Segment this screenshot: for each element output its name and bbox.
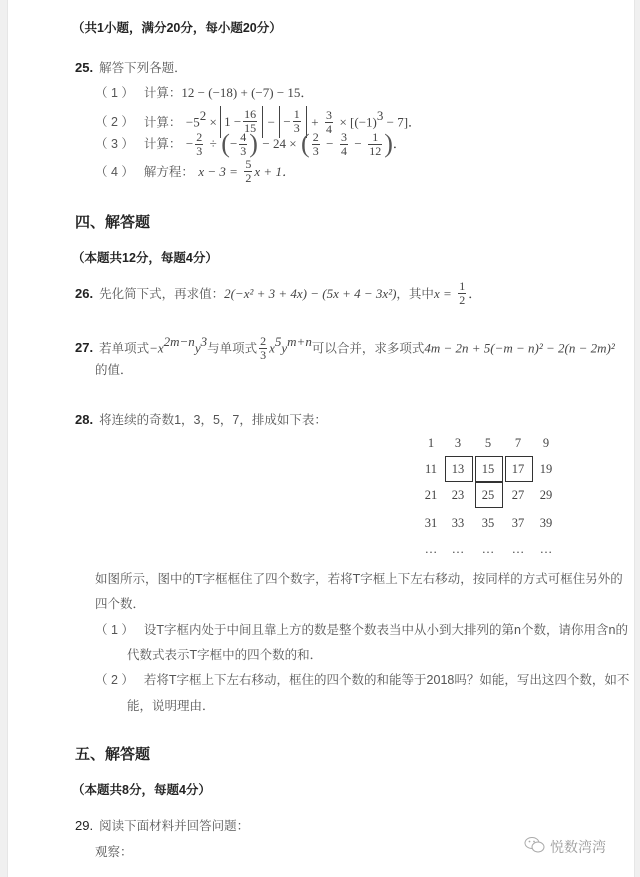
left-page-edge (0, 0, 8, 877)
table-cell: 19 (539, 462, 553, 476)
table-cell: 1 (427, 436, 435, 450)
table-cell: 11 (424, 462, 438, 476)
part-label: （ 2 ） (95, 115, 134, 130)
table-cell: 7 (514, 436, 522, 450)
part-text: 若将T字框上下左右移动，框住的四个数的和能等于2018吗？如能，写出这四个数，如不 (143, 673, 630, 687)
question-prompt: 解答下列各题． (99, 61, 187, 75)
math-operator: + (311, 114, 319, 130)
part-label: （ 1 ） (95, 623, 134, 637)
denominator: 3 (260, 347, 267, 362)
table-cell: 13 (451, 462, 465, 476)
fraction (312, 131, 320, 158)
q29-observe: 观察： (95, 845, 133, 859)
numerator: 1 (368, 131, 382, 145)
q28-sub2 (95, 670, 629, 689)
q27-line2: 的值． (95, 363, 133, 377)
t-frame-box (475, 456, 503, 482)
math-exponent: 3 (200, 334, 208, 349)
question-29 (75, 816, 249, 835)
table-cell: 21 (424, 488, 438, 502)
math-term: 1 − (224, 114, 242, 130)
watermark (524, 836, 606, 857)
denominator: 2 (245, 171, 252, 186)
part-label: （ 4 ） (95, 165, 134, 179)
table-cell: 39 (539, 516, 553, 530)
part-kind: 计算： (143, 86, 182, 100)
math-exponent: m+n (287, 334, 312, 349)
denominator: 2 (459, 293, 466, 308)
table-cell: … (424, 542, 438, 556)
math-term: − 7]． (383, 114, 422, 130)
numerator: 3 (326, 107, 332, 122)
math-term: x + 1． (254, 164, 295, 179)
math-term: × [(−1) (339, 114, 377, 130)
table-cell: … (451, 542, 465, 556)
watermark-text: 悦数湾湾 (550, 838, 606, 855)
part-kind: 计算： (143, 137, 182, 152)
math-term: − (283, 114, 291, 130)
section3-note: （共1小题，满分20分，每小题20分） (72, 21, 282, 35)
part-text: 设T字框内处于中间且靠上方的数是整个数表当中从小到大排列的第n个数，请你用含n的 (143, 623, 628, 637)
table-cell: … (539, 542, 553, 556)
t-frame-box (475, 482, 503, 508)
denominator: 12 (369, 143, 382, 158)
math-term: − 24 × (262, 136, 297, 152)
question-25 (75, 58, 187, 77)
math-term: −x (149, 340, 164, 356)
q25-part-3: （ 3 ） 计算： − $\frac{2}{3}$ ÷ (− $\frac{4}{3}$ ) − 24 × ( $\frac{2}{3}$ − $\frac{3}{4}$ − $\frac{1}{12}$ )． (95, 129, 406, 158)
table-cell: 31 (424, 516, 438, 530)
math-operator: − (354, 136, 362, 152)
table-cell: 17 (511, 462, 525, 476)
math-exponent: 2m−n (163, 334, 195, 349)
math-operator: − (267, 114, 275, 130)
table-cell: 25 (481, 488, 495, 502)
numerator: 5 (245, 157, 252, 172)
question-prompt: 将连续的奇数1，3，5，7，排成如下表： (99, 413, 327, 427)
fraction (458, 280, 466, 307)
part-kind: 计算： (143, 115, 182, 130)
section5-note: （本题共8分，每题4分） (72, 783, 211, 797)
question-number: 25. (75, 60, 94, 75)
denominator: 3 (196, 143, 203, 158)
wechat-icon (524, 836, 546, 857)
part-label: （ 2 ） (95, 673, 134, 687)
math-exponent: 3 (376, 108, 384, 123)
q25-part-4 (95, 156, 295, 188)
t-frame-box (505, 456, 533, 482)
numerator: 16 (244, 107, 257, 122)
q28-description-line2: 四个数． (95, 597, 146, 611)
part-label: （ 1 ） (95, 86, 134, 100)
math-term: −5 (185, 114, 200, 130)
math-operator: ． (468, 286, 482, 301)
question-27 (75, 326, 615, 364)
table-cell: 33 (451, 516, 465, 530)
math-expression: 4m − 2n + 5(−m − n)² − 2(n − 2m)² (424, 340, 615, 356)
table-cell: … (511, 542, 525, 556)
denominator: 3 (312, 143, 319, 158)
table-cell: 9 (542, 436, 550, 450)
part-label: （ 3 ） (95, 137, 134, 152)
q28-sub1 (95, 620, 628, 639)
table-cell: 35 (481, 516, 495, 530)
math-exponent: 5 (274, 334, 282, 349)
math-exponent: 2 (199, 108, 207, 123)
fraction (340, 131, 348, 158)
question-prompt: 先化简下式，再求值： (99, 287, 225, 301)
math-expression: 2(−x² + 3 + 4x) − (5x + 4 − 3x²) (224, 286, 397, 301)
question-text: 若单项式 (99, 341, 150, 356)
numerator: 2 (260, 333, 267, 348)
table-cell: 37 (511, 516, 525, 530)
denominator: 3 (240, 143, 247, 158)
denominator: 15 (244, 121, 257, 136)
question-number: 27. (75, 340, 94, 356)
right-page-edge (634, 0, 640, 877)
fraction (195, 131, 203, 158)
question-number: 28. (75, 412, 94, 427)
section5-title: 五、解答题 (75, 746, 151, 763)
math-expression: 12 − (−18) + (−7) − 15． (181, 85, 314, 100)
math-operator: ． (392, 136, 406, 152)
math-operator: − (229, 136, 238, 152)
numerator: 1 (293, 107, 300, 122)
question-prompt: 阅读下面材料并回答问题： (99, 819, 250, 833)
table-cell: 15 (481, 462, 495, 476)
denominator: 4 (326, 121, 332, 136)
math-operator: ÷ (209, 136, 217, 152)
table-cell: 3 (454, 436, 462, 450)
fraction (368, 131, 382, 158)
math-operator: − (326, 136, 334, 152)
numerator: 2 (312, 129, 319, 144)
t-frame-box (445, 456, 473, 482)
q28-description-line1: 如图所示，图中的T字框框住了四个数字，若将T字框上下左右移动，按同样的方式可框住另外的 (95, 572, 623, 586)
question-number: 29. (75, 818, 94, 833)
table-cell: 5 (484, 436, 492, 450)
math-term: x (269, 340, 275, 356)
fraction (244, 158, 252, 185)
math-term: y (194, 340, 201, 356)
fraction (259, 335, 267, 362)
table-cell: 29 (539, 488, 553, 502)
numerator: 3 (340, 129, 347, 144)
math-term: x − 3 = (198, 164, 238, 179)
section4-note: （本题共12分，每题4分） (72, 251, 218, 265)
question-28 (75, 410, 327, 429)
question-text: 可以合并，求多项式 (311, 341, 425, 356)
numerator: 4 (240, 129, 247, 144)
math-operator: − (185, 136, 194, 152)
q28-sub1-line2: 代数式表示T字框中的四个数的和． (127, 648, 323, 662)
table-cell: 27 (511, 488, 525, 502)
question-text: 与单项式 (207, 341, 258, 356)
question-26 (75, 278, 481, 310)
question-text: ，其中 (396, 287, 434, 301)
table-cell: … (481, 542, 495, 556)
math-term: y (281, 340, 288, 356)
q25-part-2: （ 2 ） 计算： $-5^2 \times 1$ − $\frac{16}{15}$ − − $\frac{1}{3}$ + $\frac{3}{4}$ × $[(-1)^3 - 7]$． (95, 100, 421, 138)
fraction (239, 131, 247, 158)
q25-part-1 (95, 82, 313, 102)
part-kind: 解方程： (143, 165, 194, 179)
section4-title: 四、解答题 (75, 214, 151, 231)
question-number: 26. (75, 286, 94, 301)
numerator: 2 (196, 129, 203, 144)
denominator: 4 (340, 143, 347, 158)
numerator: 1 (459, 279, 466, 294)
math-term: x = (433, 286, 452, 301)
q28-sub2-line2: 能，说明理由． (127, 699, 215, 713)
denominator: 3 (293, 121, 300, 136)
table-cell: 23 (451, 488, 465, 502)
